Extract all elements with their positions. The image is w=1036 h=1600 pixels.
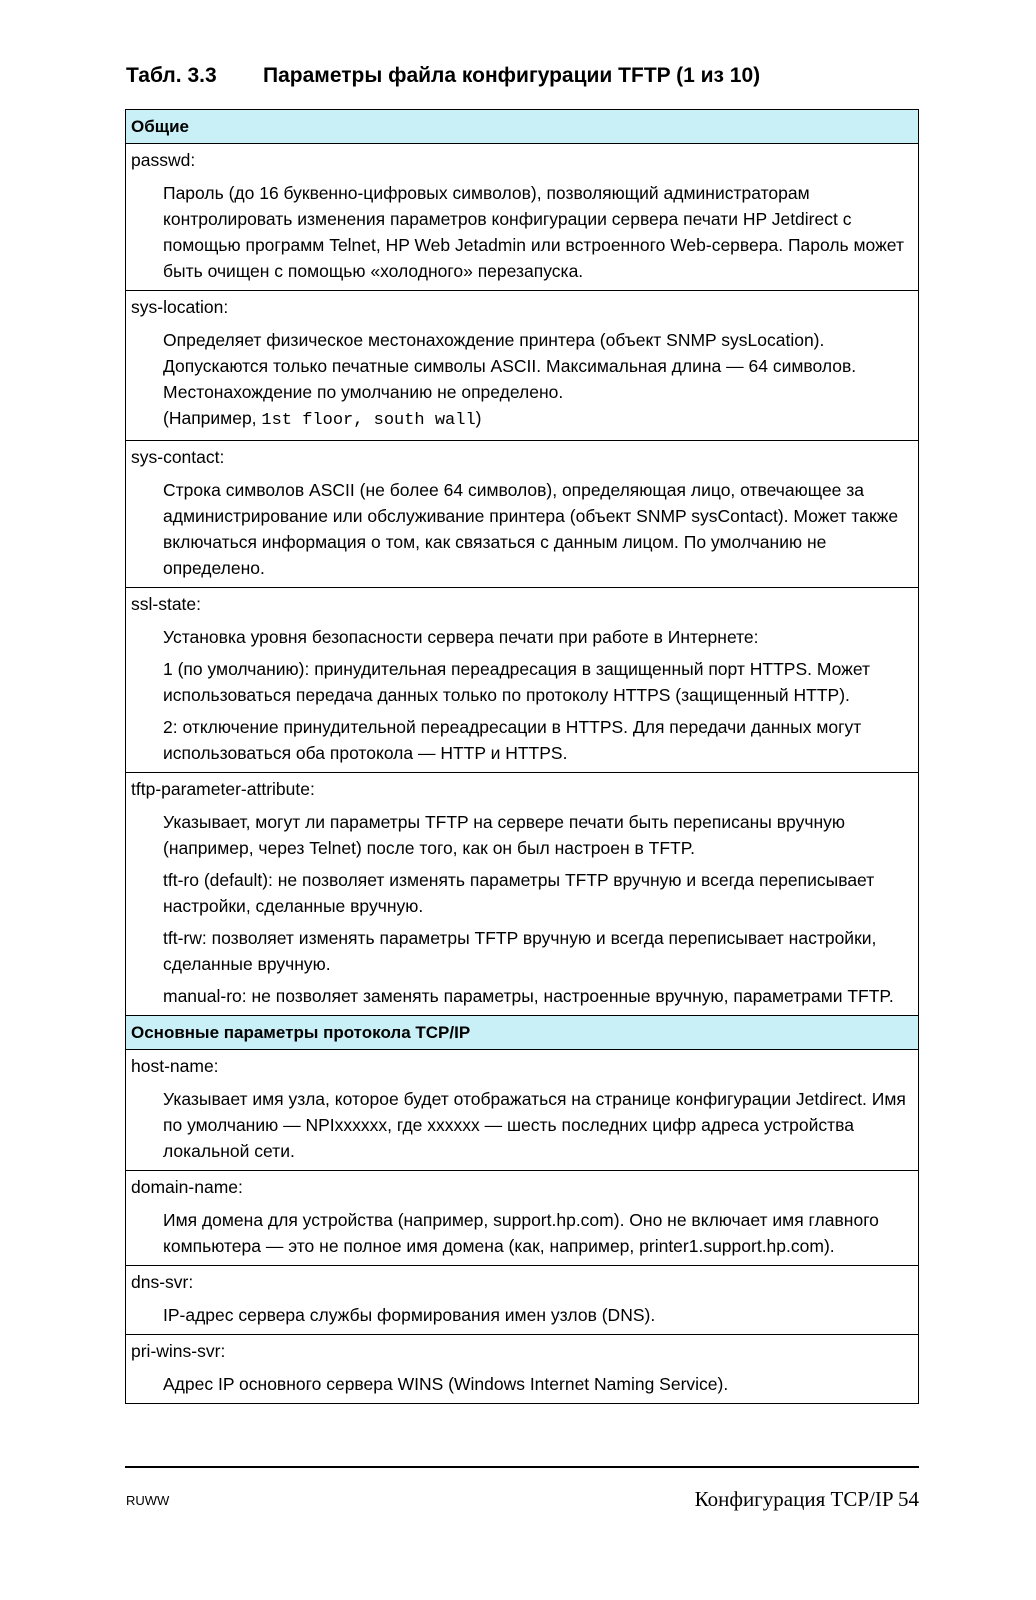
table-number: Табл. 3.3 [126,64,217,87]
parameter-row [126,441,918,588]
description-paragraph: Адрес IP основного сервера WINS (Windows Internet Naming Service). [163,1374,729,1394]
parameter-description [163,327,910,434]
parameter-name: domain-name: [131,1177,243,1197]
description-paragraph: Указывает имя узла, которое будет отображаться на странице конфигурации Jetdirect. Имя по умолчанию — NPIxxxxxx, где xxxxxx — шесть последних цифр адреса устройства локальной сети. [163,1089,906,1161]
parameter-name: sys-contact: [131,447,225,467]
parameter-row [126,144,918,291]
parameter-description [163,809,910,1009]
parameter-name: tftp-parameter-attribute: [131,779,315,799]
description-paragraph: Строка символов ASCII (не более 64 символов), определяющая лицо, отвечающее за администрирование или обслуживание принтера (объект SNMP sysContact). Может также включаться информация о том, как связаться с данным лицом. По умолчанию не определено. [163,480,899,578]
parameter-name: ssl-state: [131,594,202,614]
parameter-row [126,291,918,441]
parameter-row [126,1266,918,1335]
parameter-row [126,1171,918,1266]
parameter-description [163,624,910,766]
description-paragraph: Определяет физическое местонахождение принтера (объект SNMP sysLocation). Допускаются только печатные символы ASCII. Максимальная длина — 64 символов. Местонахождение по умолчанию не определено. [163,330,857,402]
description-paragraph: Пароль (до 16 буквенно-цифровых символов), позволяющий администраторам контролировать изменения параметров конфигурации сервера печати HP Jetdirect с помощью программ Telnet, HP Web Jetadmin или встроенного Web-сервера. Пароль может быть очищен с помощью «холодного» перезапуска. [163,183,904,281]
parameter-row [126,773,918,1016]
footer-page-label: Конфигурация TCP/IP 54 [694,1487,919,1511]
description-paragraph: tft-ro (default): не позволяет изменять параметры TFTP вручную и всегда переписывает настройки, сделанные вручную. [163,870,875,916]
example-line [163,405,910,434]
description-paragraph: Указывает, могут ли параметры TFTP на сервере печати быть переписаны вручную (например, через Telnet) после того, как он был настроен в TFTP. [163,812,845,858]
parameter-name: pri-wins-svr: [131,1341,226,1361]
footer-locale-code: RUWW [126,1493,170,1508]
parameter-description [163,1086,910,1164]
table-caption [126,64,760,88]
description-paragraph: 2: отключение принудительной переадресации в HTTPS. Для передачи данных могут использоваться оба протокола — HTTP и HTTPS. [163,717,862,763]
description-paragraph: Установка уровня безопасности сервера печати при работе в Интернете: [163,627,759,647]
description-paragraph: tft-rw: позволяет изменять параметры TFTP вручную и всегда переписывает настройки, сделанные вручную. [163,928,877,974]
parameter-row [126,1335,918,1403]
parameter-row [126,588,918,773]
description-paragraph: IP-адрес сервера службы формирования имен узлов (DNS). [163,1305,656,1325]
parameter-description [163,180,910,284]
parameter-description [163,1207,910,1259]
parameter-name: dns-svr: [131,1272,194,1292]
table-title: Параметры файла конфигурации TFTP (1 из 10) [263,64,761,87]
parameter-name: sys-location: [131,297,229,317]
example-code: 1st floor, south wall [261,411,476,430]
section-heading: Основные параметры протокола TCP/IP [126,1016,918,1050]
parameter-name: host-name: [131,1056,219,1076]
config-parameters-table [125,109,919,1404]
parameter-description [163,1302,910,1328]
section-heading: Общие [126,110,918,144]
description-paragraph: 1 (по умолчанию): принудительная переадресация в защищенный порт HTTPS. Может использоваться передача данных только по протоколу HTTPS (защищенный HTTP). [163,659,871,705]
footer-divider [125,1466,919,1468]
description-paragraph: manual-ro: не позволяет заменять параметры, настроенные вручную, параметрами TFTP. [163,986,894,1006]
example-prefix: (Например, [163,408,262,428]
parameter-description [163,477,910,581]
parameter-row [126,1050,918,1171]
example-suffix: ) [475,408,482,428]
description-paragraph: Имя домена для устройства (например, support.hp.com). Оно не включает имя главного компьютера — это не полное имя домена (как, например, printer1.support.hp.com). [163,1210,879,1256]
parameter-description [163,1371,910,1397]
parameter-name: passwd: [131,150,196,170]
